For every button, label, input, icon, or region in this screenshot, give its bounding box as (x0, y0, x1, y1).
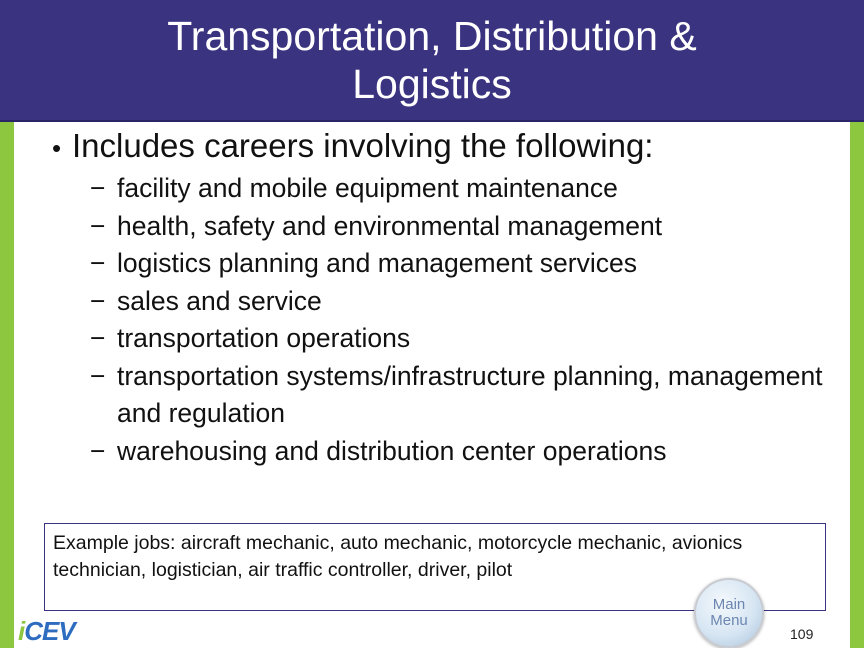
sub-bullet-list (52, 170, 832, 470)
main-menu-button[interactable] (694, 578, 764, 648)
sub-bullet-item (90, 245, 832, 283)
dash-icon: − (90, 285, 106, 316)
bullet-dot-icon: • (52, 133, 62, 163)
logo-prefix: i (18, 615, 25, 646)
dash-icon: − (90, 323, 106, 353)
icev-logo (18, 615, 75, 646)
sub-bullet-item (90, 283, 832, 321)
sub-bullet-item (90, 358, 832, 433)
sub-bullet-item (90, 320, 832, 358)
sub-bullet-text: transportation systems/infrastructure planning, management and regulation (117, 360, 823, 428)
main-bullet-text: Includes careers involving the following: (72, 127, 654, 164)
dash-icon: − (90, 435, 106, 466)
main-bullet (52, 126, 832, 168)
page-number: 109 (790, 626, 814, 642)
sub-bullet-text: sales and service (117, 285, 322, 316)
logo-name: CEV (24, 615, 75, 646)
sub-bullet-text: logistics planning and management services (117, 248, 637, 278)
right-accent-bar (850, 118, 864, 648)
title-band (0, 0, 864, 122)
slide-content (52, 126, 832, 470)
sub-bullet-text: warehousing and distribution center operations (117, 435, 667, 466)
sub-bullet-item (90, 433, 832, 471)
sub-bullet-text: facility and mobile equipment maintenance (117, 173, 618, 203)
sub-bullet-text: health, safety and environmental management (117, 210, 663, 241)
dash-icon: − (90, 173, 106, 203)
dash-icon: − (90, 210, 106, 241)
sub-bullet-item (90, 208, 832, 246)
main-menu-label-line1: Main (712, 596, 746, 613)
sub-bullet-item (90, 170, 832, 208)
slide-title: Transportation, Distribution & Logistics (167, 13, 697, 107)
dash-icon: − (90, 248, 106, 278)
main-menu-label-line2: Menu (710, 612, 748, 629)
dash-icon: − (90, 360, 106, 391)
left-accent-bar (0, 118, 14, 648)
example-jobs-box: Example jobs: aircraft mechanic, auto mechanic, motorcycle mechanic, avionics technician, logistician, air traffic controller, driver, pilot (44, 523, 826, 611)
sub-bullet-text: transportation operations (117, 323, 411, 353)
